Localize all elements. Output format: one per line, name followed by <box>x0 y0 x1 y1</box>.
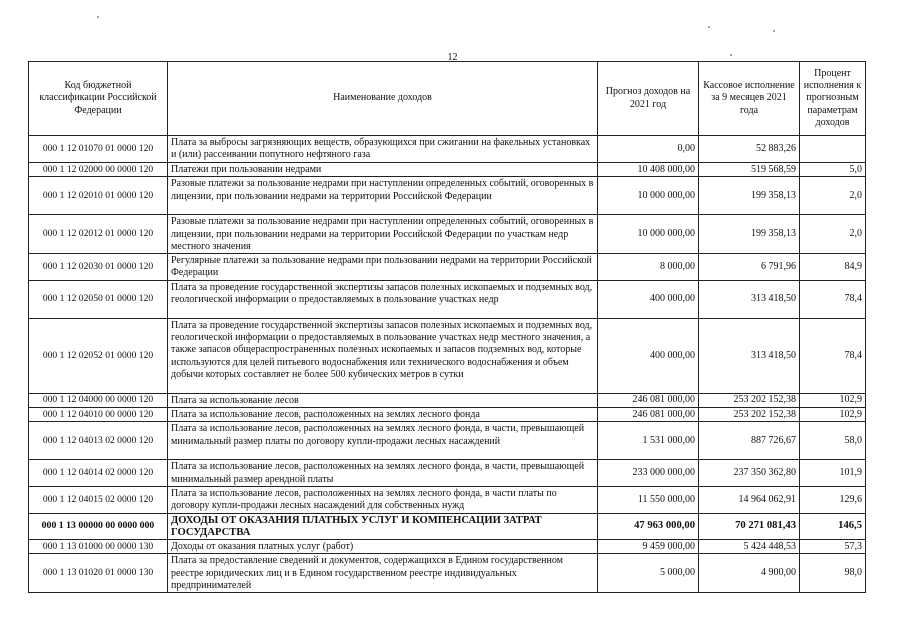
row-cash: 237 350 362,80 <box>699 460 800 487</box>
table-row <box>29 318 866 393</box>
row-code: 000 1 13 01020 01 0000 130 <box>29 554 168 593</box>
row-code: 000 1 12 01070 01 0000 120 <box>29 136 168 163</box>
row-percent <box>800 136 866 163</box>
table-row <box>29 486 866 513</box>
table-row <box>29 136 866 163</box>
row-name: Плата за использование лесов, расположенных на землях лесного фонда, в части платы по договору купли-продажи лесных насаждений для собственных нужд <box>168 486 598 513</box>
row-name: Доходы от оказания платных услуг (работ) <box>168 540 598 554</box>
row-code: 000 1 12 04010 00 0000 120 <box>29 408 168 422</box>
row-percent: 2,0 <box>800 215 866 254</box>
row-forecast: 10 408 000,00 <box>598 163 699 177</box>
row-code: 000 1 12 04000 00 0000 120 <box>29 393 168 407</box>
row-percent: 146,5 <box>800 513 866 540</box>
row-name: Плата за использование лесов, расположенных на землях лесного фонда <box>168 408 598 422</box>
row-percent: 78,4 <box>800 318 866 393</box>
table-row <box>29 177 866 215</box>
row-cash: 887 726,67 <box>699 422 800 460</box>
row-code: 000 1 13 01000 00 0000 130 <box>29 540 168 554</box>
row-cash: 253 202 152,38 <box>699 408 800 422</box>
table-row <box>29 408 866 422</box>
row-code: 000 1 12 02000 00 0000 120 <box>29 163 168 177</box>
row-name: Плата за выбросы загрязняющих веществ, образующихся при сжигании на факельных установках и (или) рассеивании попутного нефтяного газа <box>168 136 598 163</box>
row-forecast: 233 000 000,00 <box>598 460 699 487</box>
table-row <box>29 422 866 460</box>
row-cash: 313 418,50 <box>699 280 800 318</box>
table-row <box>29 540 866 554</box>
row-forecast: 400 000,00 <box>598 280 699 318</box>
row-percent: 101,9 <box>800 460 866 487</box>
row-forecast: 47 963 000,00 <box>598 513 699 540</box>
row-code: 000 1 12 02050 01 0000 120 <box>29 280 168 318</box>
table-row <box>29 513 866 540</box>
row-code: 000 1 12 02010 01 0000 120 <box>29 177 168 215</box>
row-percent: 5,0 <box>800 163 866 177</box>
row-code: 000 1 12 02012 01 0000 120 <box>29 215 168 254</box>
row-percent: 2,0 <box>800 177 866 215</box>
row-code: 000 1 12 04015 02 0000 120 <box>29 486 168 513</box>
row-name: Платежи при пользовании недрами <box>168 163 598 177</box>
header-name: Наименование доходов <box>168 62 598 136</box>
row-percent: 58,0 <box>800 422 866 460</box>
row-code: 000 1 12 02030 01 0000 120 <box>29 254 168 281</box>
table-row <box>29 460 866 487</box>
header-cash: Кассовое исполнение за 9 месяцев 2021 года <box>699 62 800 136</box>
header-percent: Процент исполнения к прогнозным параметрам доходов <box>800 62 866 136</box>
row-forecast: 10 000 000,00 <box>598 177 699 215</box>
row-name: Плата за использование лесов, расположенных на землях лесного фонда, в части, превышающей минимальный размер платы по договору купли-продажи лесных насаждений <box>168 422 598 460</box>
row-name: Разовые платежи за пользование недрами при наступлении определенных событий, оговоренных в лицензии, при пользовании недрами на территории Российской Федерации по участкам недр местного значения <box>168 215 598 254</box>
row-forecast: 246 081 000,00 <box>598 393 699 407</box>
row-cash: 5 424 448,53 <box>699 540 800 554</box>
table-row <box>29 393 866 407</box>
table-row <box>29 554 866 593</box>
page-number: 12 <box>447 52 458 63</box>
table-header-row <box>29 62 866 136</box>
row-percent: 102,9 <box>800 408 866 422</box>
row-name: Плата за предоставление сведений и документов, содержащихся в Едином государственном реестре юридических лиц и в Едином государственном реестре индивидуальных предпринимателей <box>168 554 598 593</box>
row-code: 000 1 12 04014 02 0000 120 <box>29 460 168 487</box>
row-name: Плата за использование лесов <box>168 393 598 407</box>
row-cash: 4 900,00 <box>699 554 800 593</box>
row-code: 000 1 12 04013 02 0000 120 <box>29 422 168 460</box>
scan-speck <box>708 26 710 28</box>
table-row <box>29 254 866 281</box>
header-code: Код бюджетной классификации Российской Федерации <box>29 62 168 136</box>
row-percent: 84,9 <box>800 254 866 281</box>
row-forecast: 0,00 <box>598 136 699 163</box>
row-percent: 98,0 <box>800 554 866 593</box>
row-cash: 52 883,26 <box>699 136 800 163</box>
table-row <box>29 280 866 318</box>
row-forecast: 11 550 000,00 <box>598 486 699 513</box>
table-row <box>29 163 866 177</box>
row-percent: 102,9 <box>800 393 866 407</box>
row-cash: 14 964 062,91 <box>699 486 800 513</box>
row-cash: 253 202 152,38 <box>699 393 800 407</box>
row-forecast: 9 459 000,00 <box>598 540 699 554</box>
row-percent: 57,3 <box>800 540 866 554</box>
row-cash: 70 271 081,43 <box>699 513 800 540</box>
row-name: Плата за проведение государственной экспертизы запасов полезных ископаемых и подземных вод, геологической информации о предоставляемых в пользование участках недр <box>168 280 598 318</box>
scan-speck <box>730 54 732 56</box>
row-name: Плата за использование лесов, расположенных на землях лесного фонда, в части, превышающей минимальный размер арендной платы <box>168 460 598 487</box>
row-cash: 6 791,96 <box>699 254 800 281</box>
row-code: 000 1 13 00000 00 0000 000 <box>29 513 168 540</box>
row-percent: 78,4 <box>800 280 866 318</box>
row-cash: 519 568,59 <box>699 163 800 177</box>
table-body <box>29 136 866 593</box>
row-percent: 129,6 <box>800 486 866 513</box>
row-forecast: 246 081 000,00 <box>598 408 699 422</box>
row-forecast: 5 000,00 <box>598 554 699 593</box>
table-row <box>29 215 866 254</box>
row-name: Разовые платежи за пользование недрами при наступлении определенных событий, оговоренных в лицензии, при пользовании недрами на территории Российской Федерации <box>168 177 598 215</box>
row-forecast: 400 000,00 <box>598 318 699 393</box>
header-forecast: Прогноз доходов на 2021 год <box>598 62 699 136</box>
row-name: ДОХОДЫ ОТ ОКАЗАНИЯ ПЛАТНЫХ УСЛУГ И КОМПЕНСАЦИИ ЗАТРАТ ГОСУДАРСТВА <box>168 513 598 540</box>
row-cash: 199 358,13 <box>699 215 800 254</box>
row-forecast: 1 531 000,00 <box>598 422 699 460</box>
scan-speck <box>773 30 775 32</box>
revenue-table <box>28 61 866 593</box>
scan-speck <box>97 16 99 18</box>
row-name: Регулярные платежи за пользование недрами при пользовании недрами на территории Российской Федерации <box>168 254 598 281</box>
row-cash: 313 418,50 <box>699 318 800 393</box>
row-forecast: 8 000,00 <box>598 254 699 281</box>
row-code: 000 1 12 02052 01 0000 120 <box>29 318 168 393</box>
row-forecast: 10 000 000,00 <box>598 215 699 254</box>
row-name: Плата за проведение государственной экспертизы запасов полезных ископаемых и подземных вод, геологической информации о предоставляемых в пользование участках недр местного значения, а также запасов общераспространенных полезных ископаемых и запасов подземных вод, которые используются для целей питьевого водоснабжения или технического водоснабжения и объем добычи которых составляет не более 500 кубических метров в сутки <box>168 318 598 393</box>
row-cash: 199 358,13 <box>699 177 800 215</box>
